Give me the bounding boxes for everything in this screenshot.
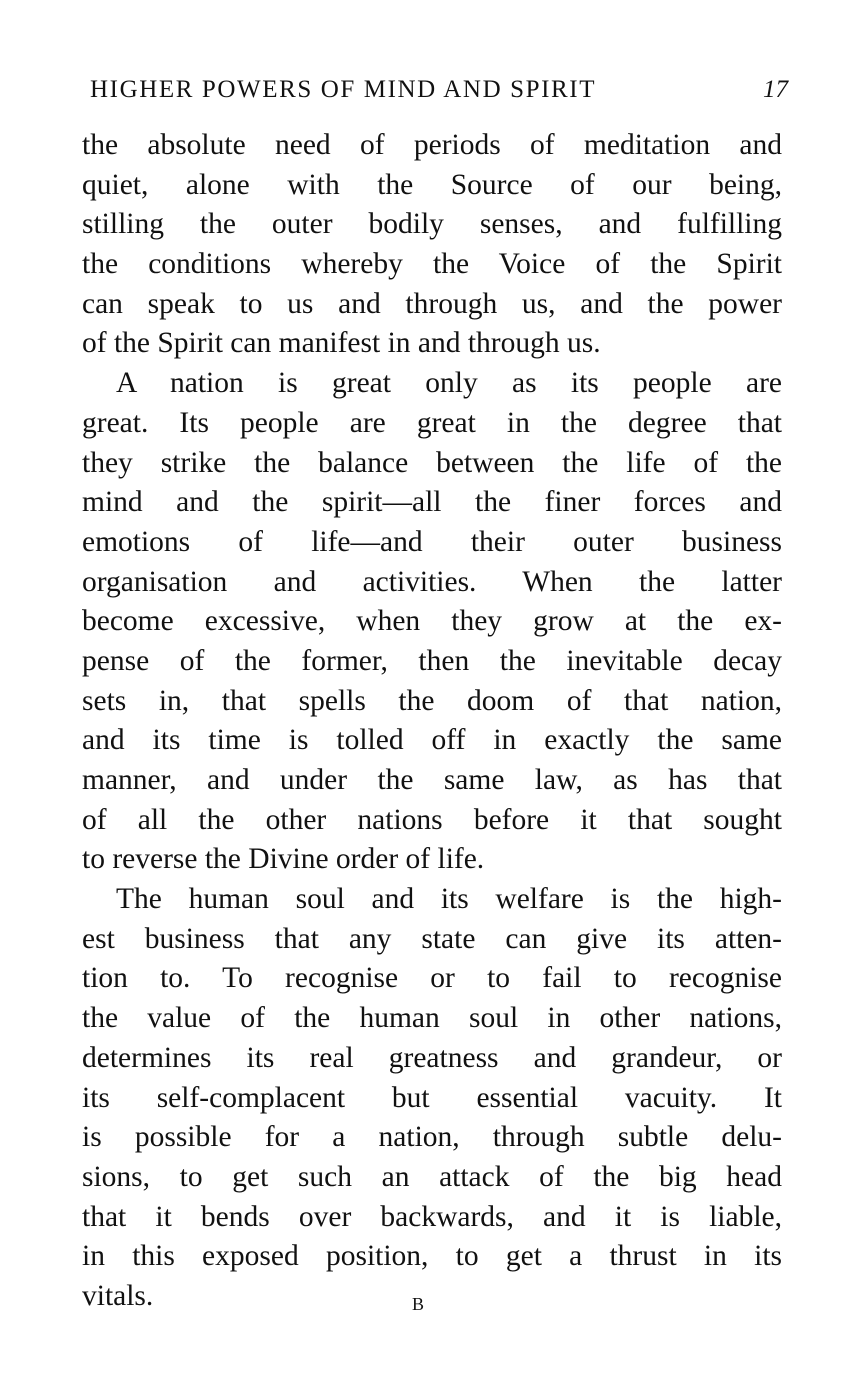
text-line: sions, to get such an attack of the big head: [82, 1160, 782, 1193]
text-line: become excessive, when they grow at the ex-: [82, 605, 782, 638]
text-line: quiet, alone with the Source of our being,: [82, 168, 782, 201]
signature-mark: B: [412, 1294, 425, 1314]
text-line: that it bends over backwards, and it is liable,: [82, 1200, 782, 1233]
text-line: stilling the outer bodily senses, and fulfilling: [82, 208, 782, 241]
text-line: the conditions whereby the Voice of the Spirit: [82, 248, 782, 281]
text-line: sets in, that spells the doom of that nation,: [82, 684, 782, 717]
text-line: determines its real greatness and grandeur, or: [82, 1041, 782, 1074]
text-line: the value of the human soul in other nations,: [82, 1002, 782, 1035]
paragraph-2: [82, 364, 782, 880]
text-line: vitals.: [82, 1279, 154, 1312]
text-line: mind and the spirit—all the finer forces and: [82, 486, 782, 519]
text-line: they strike the balance between the life of the: [82, 446, 782, 479]
paragraph-1: [82, 126, 782, 364]
text-line: emotions of life—and their outer business: [82, 525, 782, 558]
text-line: can speak to us and through us, and the power: [82, 287, 782, 320]
text-line: in this exposed position, to get a thrust in its: [82, 1240, 782, 1273]
text-line: pense of the former, then the inevitable decay: [82, 644, 782, 677]
text-line: is possible for a nation, through subtle delu-: [82, 1121, 782, 1154]
text-line: manner, and under the same law, as has that: [82, 764, 782, 796]
page-number: 17: [763, 76, 788, 103]
text-line: and its time is tolled off in exactly the same: [82, 724, 782, 757]
body-text: [82, 126, 782, 1317]
paragraph-3: [82, 880, 782, 1317]
text-line: its self-complacent but essential vacuity. It: [82, 1081, 782, 1114]
text-line: est business that any state can give its atten-: [82, 922, 782, 955]
text-line: to reverse the Divine order of life.: [82, 843, 485, 876]
text-line: tion to. To recognise or to fail to recognise: [82, 962, 782, 995]
text-line: of the Spirit can manifest in and through us.: [82, 327, 601, 360]
text-line: great. Its people are great in the degree that: [82, 406, 782, 439]
text-line: A nation is great only as its people are: [116, 367, 782, 400]
running-title: HIGHER POWERS OF MIND AND SPIRIT: [90, 76, 597, 103]
running-head: [90, 72, 788, 108]
text-line: the absolute need of periods of meditation and: [82, 129, 782, 161]
text-line: of all the other nations before it that sought: [82, 803, 782, 836]
text-line: The human soul and its welfare is the high-: [116, 883, 782, 916]
text-line: organisation and activities. When the latter: [82, 565, 782, 598]
